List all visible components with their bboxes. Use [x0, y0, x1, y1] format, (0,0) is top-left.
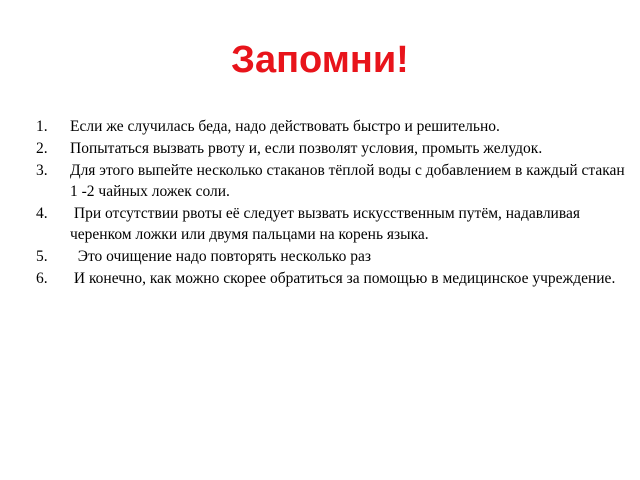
list-item-text: Если же случилась беда, надо действовать быстро и решительно.	[70, 118, 500, 135]
list-item	[36, 160, 629, 202]
list-item-number: 1.	[36, 118, 48, 135]
list-item-number: 6.	[36, 270, 48, 287]
list-item-text: И конечно, как можно скорее обратиться за помощью в медицинское учреждение.	[70, 270, 616, 287]
list-item-text: Это очищение надо повторять несколько раз	[70, 248, 372, 265]
list-item-text: Для этого выпейте несколько стаканов тёплой воды с добавлением в каждый стакан 1 -2 чайных ложек соли.	[70, 162, 629, 200]
list-item	[36, 268, 626, 289]
list-item	[36, 246, 626, 267]
list-item-number: 4.	[36, 205, 48, 222]
list-item-number: 2.	[36, 140, 48, 157]
list-item-number: 3.	[36, 162, 48, 179]
list-item-text: Попытаться вызвать рвоту и, если позволят условия, промыть желудок.	[70, 140, 543, 157]
instruction-list	[36, 116, 629, 290]
slide-title: Запомни!	[231, 39, 409, 81]
list-item	[36, 203, 626, 245]
list-item	[36, 116, 626, 137]
list-item	[36, 138, 626, 159]
list-item-text: При отсутствии рвоты её следует вызвать искусственным путём, надавливая черенком ложки или двумя пальцами на корень языка.	[70, 205, 584, 243]
list-item-number: 5.	[36, 248, 48, 265]
